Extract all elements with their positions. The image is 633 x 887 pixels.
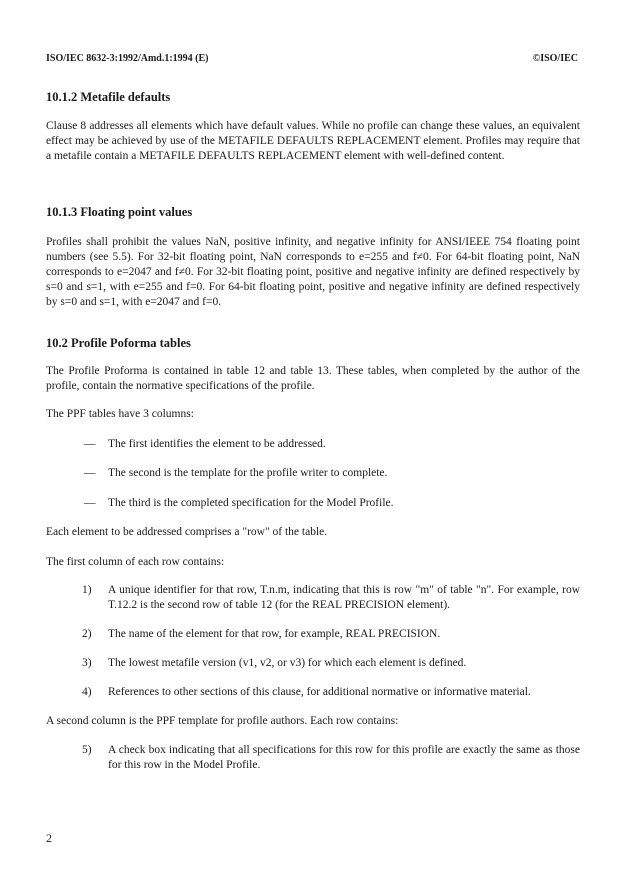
list-item-text: The third is the completed specification for the Model Profile. xyxy=(108,497,394,509)
bullet-dash: — xyxy=(84,497,96,509)
list-item-text: The second is the template for the profile writer to complete. xyxy=(108,467,388,479)
bullet-dash: — xyxy=(84,467,96,479)
list-item-number: 1) xyxy=(82,584,92,596)
paragraph-metafile-defaults: Clause 8 addresses all elements which have default values. While no profile can change these values, an equivalent effect may be achieved by use of the METAFILE DEFAULTS REPLACEMENT element. Profiles may require that a metafile contain a METAFILE DEFAULTS REPLACEMENT element with well-defined content. xyxy=(46,120,580,162)
section-title-floating-point: 10.1.3 Floating point values xyxy=(46,205,193,219)
page-number: 2 xyxy=(46,831,52,845)
section-title-proforma: 10.2 Profile Poforma tables xyxy=(46,336,191,350)
header-copyright: ©ISO/IEC xyxy=(532,53,578,64)
header-document-id: ISO/IEC 8632-3:1992/Amd.1:1994 (E) xyxy=(46,53,209,64)
list-item-text: The lowest metafile version (v1, v2, or v3) for which each element is defined. xyxy=(108,657,467,669)
section-title-metafile-defaults: 10.1.2 Metafile defaults xyxy=(46,90,171,104)
list-item-number: 5) xyxy=(82,744,92,756)
paragraph-columns-intro: The PPF tables have 3 columns: xyxy=(46,408,194,420)
paragraph-row-note: Each element to be addressed comprises a "row" of the table. xyxy=(46,526,328,538)
list-item-number: 2) xyxy=(82,628,92,640)
list-item-text: The name of the element for that row, for example, REAL PRECISION. xyxy=(108,628,441,640)
list-item-text: References to other sections of this clause, for additional normative or informative material. xyxy=(108,686,531,698)
bullet-dash: — xyxy=(84,438,96,450)
paragraph-first-column-intro: The first column of each row contains: xyxy=(46,556,225,568)
list-item-number: 4) xyxy=(82,686,92,698)
paragraph-proforma-intro: The Profile Proforma is contained in table 12 and table 13. These tables, when completed by the author of the profile, contain the normative specifications of the profile. xyxy=(46,365,580,392)
list-item-text: The first identifies the element to be addressed. xyxy=(108,438,326,450)
list-item-number: 3) xyxy=(82,657,92,669)
list-item-text: A unique identifier for that row, T.n.m, indicating that this is row "m" of table "n". For example, row T.12.2 is the second row of table 12 (for the REAL PRECISION element). xyxy=(108,584,580,611)
paragraph-floating-point: Profiles shall prohibit the values NaN, positive infinity, and negative infinity for ANSI/IEEE 754 floating point numbers (see 5.5). For 32-bit floating point, NaN corresponds to e=255 and f≠0. For 64-bit floating point, NaN corresponds to e=2047 and f≠0. For 32-bit floating point, positive and negative infinity are defined respectively by s=0 and s=1, with e=255 and f=0. For 64-bit floating point, positive and negative infinity are defined respectively by s=0 and s=1, with e=2047 and f=0. xyxy=(46,236,580,308)
paragraph-second-column-intro: A second column is the PPF template for profile authors. Each row contains: xyxy=(46,715,399,727)
list-item-text: A check box indicating that all specifications for this row for this profile are exactly the same as those for this row in the Model Profile. xyxy=(108,744,580,771)
